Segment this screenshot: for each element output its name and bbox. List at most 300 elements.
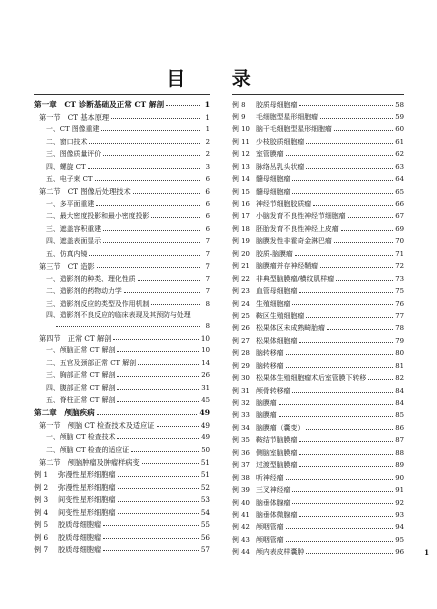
dot-leader	[286, 366, 394, 368]
toc-entry	[232, 258, 404, 270]
toc-entry-label: 听神经瘤	[256, 473, 284, 482]
case-number: 例 14	[232, 175, 250, 184]
toc-entry-label: 间变性星形细胞瘤	[58, 495, 116, 504]
toc-page-number: 10	[200, 333, 210, 342]
toc-page-number: 57	[200, 545, 210, 554]
toc-page-number: 56	[200, 532, 210, 541]
case-number: 例 37	[232, 461, 250, 470]
dot-leader	[334, 129, 393, 131]
case-number: 例 11	[232, 137, 250, 146]
dot-leader	[292, 192, 393, 194]
toc-entry	[232, 357, 404, 369]
toc-entry	[34, 318, 210, 329]
toc-entry-label: 二、最大密度投影和最小密度投影	[46, 212, 150, 221]
dot-leader	[118, 500, 199, 502]
toc-entry-label: 四、腹部正常 CT 解剖	[46, 383, 116, 392]
toc-entry	[34, 108, 210, 120]
toc-entry-label: 二、颅脑 CT 检查的适应证	[46, 445, 130, 454]
dot-leader	[292, 179, 393, 181]
toc-page-number: 80	[395, 349, 404, 358]
toc-page-number: 6	[205, 224, 210, 233]
dot-leader	[103, 549, 199, 551]
dot-leader	[88, 167, 200, 169]
case-number: 例 43	[232, 535, 250, 544]
toc-page-number: 6	[205, 212, 210, 221]
toc-page-number: 50	[201, 445, 210, 454]
toc-entry	[232, 506, 404, 518]
dot-leader	[151, 216, 200, 218]
toc-page-number: 55	[200, 520, 210, 529]
toc-entry	[34, 121, 210, 133]
case-number: 例 17	[232, 212, 250, 221]
toc-entry	[232, 233, 404, 245]
dot-leader	[138, 279, 200, 281]
dot-leader	[334, 241, 393, 243]
case-number: 例 24	[232, 299, 250, 308]
case-number: 例 13	[232, 162, 250, 171]
toc-entry	[232, 370, 404, 382]
toc-page-number: 71	[395, 249, 404, 258]
dot-leader	[279, 415, 394, 417]
toc-entry-label: 髓母细胞瘤	[256, 187, 291, 196]
dot-leader	[118, 475, 199, 477]
dot-leader	[279, 403, 394, 405]
toc-entry-label: 颅内表皮样囊肿	[256, 548, 305, 557]
toc-entry-label: 松果体细胞瘤	[256, 336, 298, 345]
toc-entry	[34, 307, 210, 318]
dot-leader	[292, 391, 393, 393]
toc-page-number: 1	[205, 112, 210, 121]
dot-leader	[306, 142, 393, 144]
toc-entry-label: 脑垂体微腺瘤	[256, 510, 298, 519]
toc-entry	[232, 531, 404, 543]
toc-entry	[34, 158, 210, 170]
toc-entry-label: 五、脊柱正常 CT 解剖	[46, 396, 116, 405]
toc-entry-label: 二、造影剂的药物动力学	[46, 287, 122, 295]
dot-leader	[313, 204, 393, 206]
toc-entry-label: 非典型脑膜瘤/横纹肌样瘤	[256, 274, 335, 283]
toc-page-number: 70	[395, 237, 404, 246]
toc-entry-label: 第一章 CT 诊断基础及正常 CT 解剖	[34, 99, 165, 109]
toc-entry	[232, 208, 404, 220]
case-number: 例 30	[232, 374, 250, 383]
toc-entry	[34, 479, 210, 491]
toc-page-number: 75	[395, 287, 404, 295]
case-number: 例 3	[34, 495, 49, 504]
toc-page-number: 79	[395, 336, 404, 345]
case-number: 例 2	[34, 482, 49, 492]
toc-entry	[34, 220, 210, 232]
toc-page-number: 2	[205, 137, 210, 146]
toc-entry-label: 生殖细胞瘤	[256, 299, 291, 308]
toc-entry-label: 胶质母细胞瘤	[256, 100, 298, 109]
dot-leader	[320, 266, 393, 268]
toc-entry	[232, 270, 404, 282]
dot-leader	[286, 527, 394, 529]
dot-leader	[124, 291, 200, 293]
dot-leader	[166, 104, 200, 106]
toc-entry	[232, 283, 404, 295]
toc-entry-label: 血管母细胞瘤	[256, 287, 298, 295]
case-number: 例 36	[232, 448, 250, 457]
toc-entry-label: 胶质母细胞瘤	[58, 532, 102, 541]
toc-page-number: 95	[395, 535, 404, 544]
toc-page-number: 2	[205, 150, 210, 159]
toc-entry	[34, 491, 210, 503]
case-number: 例 19	[232, 237, 250, 246]
case-number: 例 27	[232, 336, 250, 345]
toc-entry-label: 一、造影剂的种类、理化性质	[46, 274, 136, 283]
dot-leader	[97, 266, 200, 268]
toc-entry	[34, 367, 210, 379]
toc-page-number: 49	[199, 407, 210, 417]
right-top-rule	[232, 94, 404, 95]
toc-entry-label: 胶质-脑膜瘤	[256, 249, 293, 258]
dot-leader	[299, 341, 393, 343]
toc-page-number: 66	[395, 200, 404, 208]
toc-page-number: 85	[395, 411, 404, 420]
dot-leader	[306, 316, 393, 318]
dot-leader	[299, 291, 393, 293]
toc-entry	[34, 354, 210, 366]
toc-page-number: 58	[395, 100, 404, 109]
case-number: 例 21	[232, 262, 250, 271]
toc-page-number: 7	[205, 249, 210, 258]
toc-entry-label: 一、CT 图像重建	[46, 125, 100, 134]
case-number: 例 44	[232, 548, 250, 557]
dot-leader	[157, 425, 199, 427]
case-number: 例 41	[232, 510, 250, 519]
toc-page-number: 64	[395, 175, 404, 184]
dot-leader	[89, 254, 200, 256]
dot-leader	[306, 428, 393, 430]
toc-entry-label: 脑膜瘤	[256, 399, 277, 407]
case-number: 例 6	[34, 532, 49, 541]
case-number: 例 23	[232, 287, 250, 295]
case-number: 例 10	[232, 125, 250, 134]
page-number: 1	[424, 548, 429, 557]
toc-entry	[34, 516, 210, 528]
toc-right-column	[232, 96, 404, 556]
case-number: 例 16	[232, 200, 250, 208]
dot-leader	[299, 453, 393, 455]
dot-leader	[306, 552, 393, 554]
toc-entry	[232, 171, 404, 183]
dot-leader	[327, 328, 393, 330]
toc-entry	[34, 295, 210, 307]
case-number: 例 38	[232, 473, 250, 482]
toc-page-number: 6	[205, 200, 210, 208]
toc-entry	[232, 444, 404, 456]
toc-entry-label: 少枝胶质细胞瘤	[256, 137, 305, 146]
toc-entry	[34, 528, 210, 540]
dot-leader	[111, 117, 200, 119]
toc-entry-label: 间变性星形细胞瘤	[58, 507, 116, 516]
toc-entry	[232, 544, 404, 556]
toc-page-number: 65	[395, 187, 404, 196]
toc-entry-label: 颅骨转移瘤	[256, 386, 291, 395]
dot-leader	[103, 537, 199, 539]
toc-page-number: 82	[395, 374, 404, 383]
toc-entry	[232, 469, 404, 481]
toc-entry	[232, 395, 404, 407]
toc-entry-label: 脑膜发性非霍奇金淋巴瘤	[256, 237, 332, 246]
dot-leader	[95, 179, 200, 181]
toc-entry-label: 脑膜瘤	[256, 411, 277, 420]
toc-entry	[34, 133, 210, 145]
toc-entry-label: 第四节 正常 CT 解剖	[39, 333, 112, 342]
toc-entry	[232, 146, 404, 158]
toc-entry-label: 鞍区生殖细胞瘤	[256, 311, 305, 320]
toc-entry	[34, 504, 210, 516]
toc-entry-label: 三叉神经瘤	[256, 486, 291, 494]
dot-leader	[133, 192, 200, 194]
toc-entry-label: 一、多平面重建	[46, 200, 95, 208]
toc-page-number: 73	[395, 274, 404, 283]
toc-page-number: 88	[395, 448, 404, 457]
toc-entry	[232, 133, 404, 145]
toc-entry	[34, 196, 210, 208]
toc-page-number: 6	[205, 187, 210, 196]
toc-left-column	[34, 96, 210, 553]
toc-page-number: 59	[395, 112, 404, 121]
toc-entry-label: 三、图像质量评价	[46, 150, 102, 159]
toc-page-number: 54	[200, 507, 210, 516]
toc-page-number: 7	[205, 261, 210, 271]
toc-entry	[34, 342, 210, 354]
toc-page-number: 94	[395, 523, 404, 532]
toc-entry-label: 五、仿真内镜	[46, 249, 88, 258]
dot-leader	[151, 303, 200, 305]
dot-leader	[97, 413, 198, 415]
toc-entry	[34, 233, 210, 245]
toc-page-number: 69	[395, 224, 404, 233]
toc-page-number: 49	[200, 420, 210, 429]
dot-leader	[306, 167, 393, 169]
toc-page-number: 7	[205, 274, 210, 283]
toc-page-number: 84	[395, 399, 404, 407]
toc-entry-label: 松果体区未成熟畸胎瘤	[256, 324, 325, 333]
case-number: 例 28	[232, 349, 250, 358]
toc-entry	[34, 417, 210, 429]
dot-leader	[117, 375, 199, 377]
toc-entry-label: 第三节 CT 造影	[39, 261, 95, 271]
toc-entry	[232, 245, 404, 257]
toc-page-number: 45	[201, 396, 210, 405]
case-number: 例 32	[232, 399, 250, 407]
toc-entry-label: 三、遮盖容积重建	[46, 224, 102, 233]
toc-entry-label: 鞍结节脑膜瘤	[256, 436, 298, 445]
toc-entry-label: 一、颅脑 CT 检查技术	[46, 433, 116, 442]
toc-entry	[34, 171, 210, 183]
toc-entry	[232, 108, 404, 120]
toc-entry	[232, 482, 404, 494]
toc-entry	[34, 379, 210, 391]
toc-page-number: 61	[395, 137, 404, 146]
toc-entry-label: 脑膜瘤并存神经鞘瘤	[256, 262, 319, 271]
toc-entry-label: 三、胸部正常 CT 解剖	[46, 371, 116, 380]
dot-leader	[117, 350, 199, 352]
dot-leader	[286, 478, 394, 480]
toc-page-number: 93	[395, 510, 404, 519]
toc-page-number: 52	[200, 482, 210, 492]
toc-page-number: 60	[395, 125, 404, 134]
toc-entry	[232, 183, 404, 195]
case-number: 例 35	[232, 436, 250, 445]
dot-leader	[89, 142, 200, 144]
dot-leader	[101, 129, 200, 131]
toc-entry	[34, 283, 210, 295]
toc-entry	[34, 404, 210, 416]
toc-entry	[34, 466, 210, 478]
toc-page-number: 62	[395, 150, 404, 159]
dot-leader	[341, 229, 394, 231]
toc-entry-label: 胶质母细胞瘤	[58, 520, 102, 529]
toc-entry-label: 脑膜瘤（囊变）	[256, 423, 305, 432]
toc-entry-label: 室管膜瘤	[256, 150, 284, 159]
toc-entry-label: 五、电子束 CT	[46, 175, 93, 184]
dot-leader	[118, 487, 199, 489]
toc-entry	[34, 392, 210, 404]
toc-entry	[232, 121, 404, 133]
dot-leader	[96, 204, 200, 206]
toc-entry	[34, 208, 210, 220]
dot-leader	[142, 462, 199, 464]
toc-page-number: 7	[205, 237, 210, 246]
toc-entry-label: 弥漫性星形细胞瘤	[58, 470, 116, 479]
toc-entry	[34, 541, 210, 553]
case-number: 例 40	[232, 498, 250, 507]
case-number: 例 1	[34, 470, 49, 479]
toc-entry	[232, 96, 404, 108]
toc-entry-label: 二、窗口技术	[46, 137, 88, 146]
dot-leader	[286, 540, 394, 542]
toc-entry-label: 神经节细胞胶质瘤	[256, 200, 312, 208]
dot-leader	[286, 353, 394, 355]
toc-entry-label: 毛细胞型星形细胞瘤	[256, 112, 319, 121]
toc-entry-label: 四、螺旋 CT	[46, 162, 86, 171]
case-number: 例 18	[232, 224, 250, 233]
toc-page-number: 10	[201, 346, 210, 355]
toc-page-number: 84	[395, 386, 404, 395]
case-number: 例 4	[34, 507, 49, 516]
dot-leader	[292, 303, 393, 305]
toc-entry-label: 小脑发育不良性神经节细胞瘤	[256, 212, 346, 221]
case-number: 例 31	[232, 386, 250, 395]
toc-entry	[34, 270, 210, 282]
case-number: 例 15	[232, 187, 250, 196]
toc-entry	[232, 457, 404, 469]
toc-page-number: 3	[205, 162, 210, 171]
toc-entry-label: 四、遮盖表面显示	[46, 237, 102, 246]
case-number: 例 42	[232, 523, 250, 532]
case-number: 例 20	[232, 249, 250, 258]
dot-leader	[299, 465, 393, 467]
toc-entry	[34, 146, 210, 158]
case-number: 例 34	[232, 423, 250, 432]
toc-entry	[232, 519, 404, 531]
toc-entry-label: 第二节 颅脑肿瘤及肿瘤样病变	[39, 458, 140, 467]
toc-page-number: 77	[395, 311, 404, 320]
case-number: 例 29	[232, 361, 250, 370]
toc-entry	[232, 382, 404, 394]
case-number: 例 39	[232, 486, 250, 494]
toc-page-number: 89	[395, 461, 404, 470]
dot-leader	[299, 515, 393, 517]
toc-entry-label: 髓母细胞瘤	[256, 175, 291, 184]
toc-entry	[232, 158, 404, 170]
toc-page-number: 1	[205, 125, 210, 134]
toc-entry-label: 第一节 颅脑 CT 检查技术及适应证	[39, 420, 155, 429]
toc-entry	[232, 220, 404, 232]
case-number: 例 8	[232, 100, 246, 109]
toc-page-number: 6	[205, 175, 210, 184]
toc-page-number: 51	[200, 470, 210, 479]
page-title: 目 录	[166, 68, 271, 90]
toc-page-number: 31	[201, 383, 210, 392]
toc-page-number: 63	[395, 162, 404, 171]
toc-entry	[34, 441, 210, 453]
case-number: 例 33	[232, 411, 250, 420]
toc-entry-label: 第二节 CT 图像后处理技术	[39, 187, 131, 196]
toc-entry	[232, 307, 404, 319]
toc-entry-label: 第一节 CT 基本原理	[39, 112, 110, 121]
toc-entry	[34, 183, 210, 195]
dot-leader	[103, 241, 200, 243]
toc-entry	[232, 196, 404, 208]
toc-entry-label: 脑垂体腺瘤	[256, 498, 291, 507]
toc-page-number: 8	[205, 299, 210, 308]
left-top-rule	[34, 94, 210, 95]
dot-leader	[103, 154, 200, 156]
toc-entry-label: 脑干毛细胞型星形细胞瘤	[256, 125, 332, 134]
case-number: 例 26	[232, 324, 250, 333]
toc-entry	[34, 258, 210, 270]
toc-page-number: 51	[200, 458, 210, 467]
toc-page-number: 8	[205, 321, 210, 330]
case-number: 例 22	[232, 274, 250, 283]
toc-page-number: 67	[395, 212, 404, 221]
toc-page-number: 86	[395, 423, 404, 432]
dot-leader	[118, 512, 199, 514]
dot-leader	[299, 440, 393, 442]
toc-page-number: 92	[395, 498, 404, 507]
dot-leader	[138, 363, 199, 365]
toc-page-number: 96	[395, 548, 404, 557]
dot-leader	[286, 154, 394, 156]
toc-entry-label: 松果体生殖细胞瘤术后室管膜下转移	[256, 374, 367, 383]
dot-leader	[117, 400, 199, 402]
toc-entry	[34, 429, 210, 441]
toc-entry-label: 二、五官及颈部正常 CT 解剖	[46, 358, 137, 367]
toc-entry-label: 胶质母细胞瘤	[58, 545, 102, 554]
toc-page-number: 7	[205, 287, 210, 295]
toc-page-number: 91	[395, 486, 404, 494]
dot-leader	[292, 502, 393, 504]
dot-leader	[320, 117, 393, 119]
toc-entry-label: 胚胎发育不良性神经上皮瘤	[256, 224, 339, 233]
toc-page-number: 87	[395, 436, 404, 445]
toc-page-number: 72	[395, 262, 404, 271]
toc-entry	[232, 494, 404, 506]
dot-leader	[295, 254, 393, 256]
toc-entry	[232, 432, 404, 444]
dot-leader	[117, 437, 199, 439]
case-number: 例 5	[34, 520, 49, 529]
toc-entry-label: 第二章 颅脑疾病	[34, 407, 95, 417]
toc-entry-label: 过渡型脑膜瘤	[256, 461, 298, 470]
dot-leader	[292, 490, 393, 492]
